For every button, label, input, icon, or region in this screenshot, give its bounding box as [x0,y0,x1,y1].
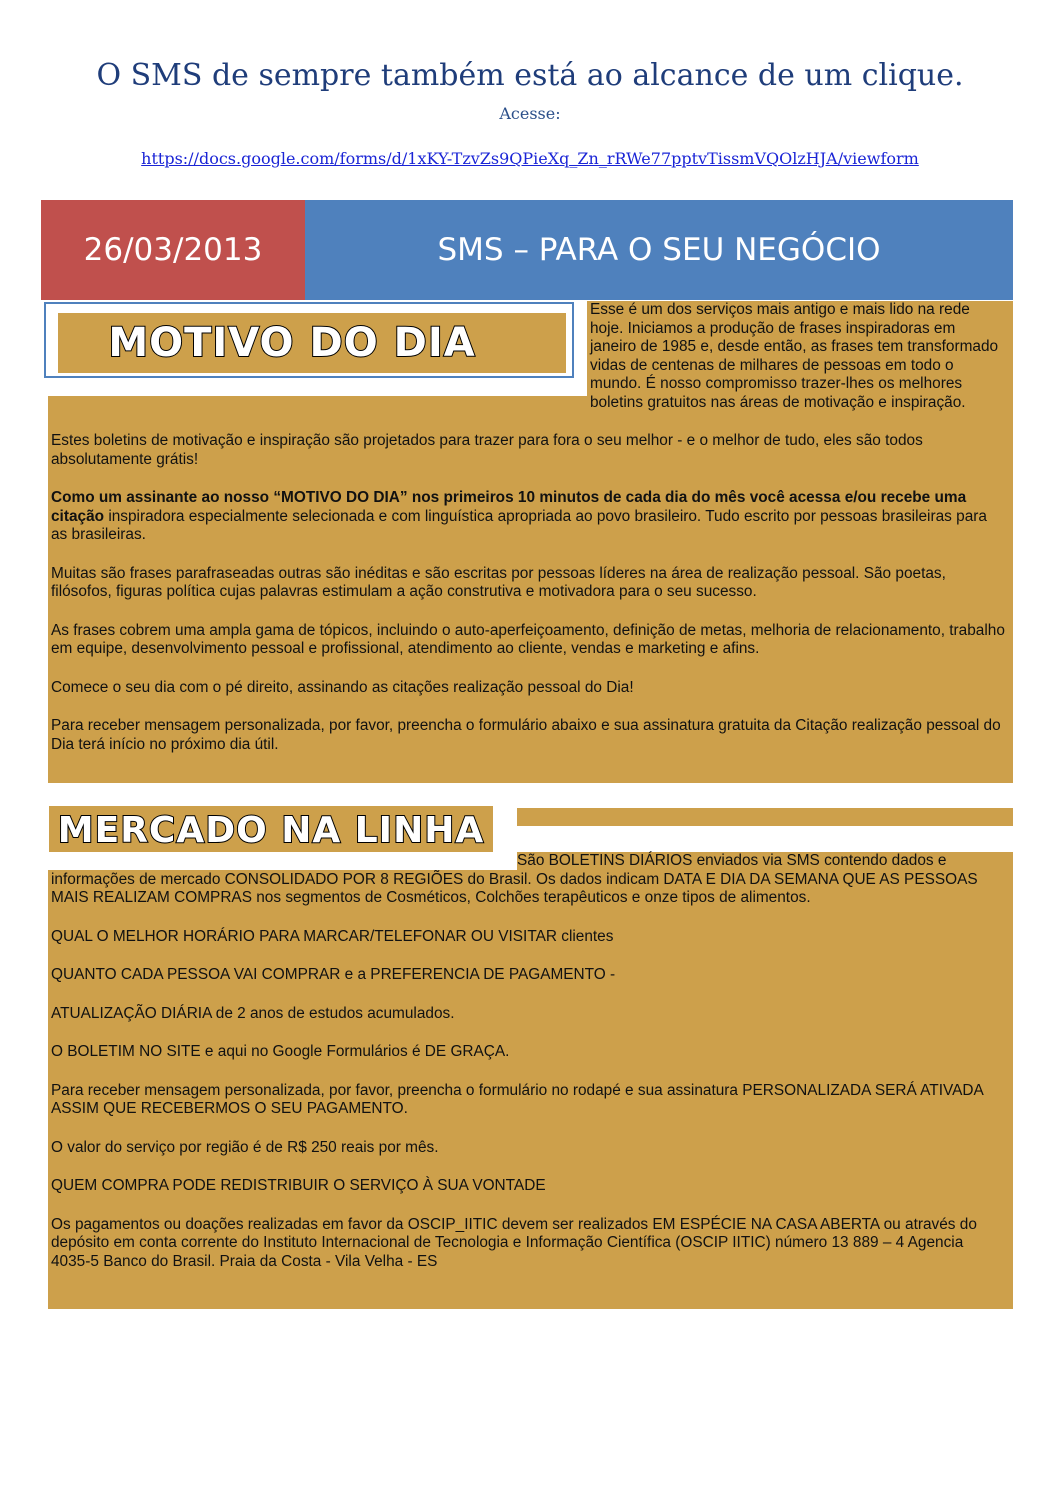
mercado-paragraph: São BOLETINS DIÁRIOS enviados via SMS contendo dados e informações de mercado CONSOLIDADO POR 8 REGIÕES do Brasil. Os dados indicam DATA E DIA DA SEMANA QUE AS PESSOAS MAIS REALIZAM COMPRAS nos segmentos de Cosméticos, Colchões terapêuticos e onze tipos de alimentos. [51,852,978,906]
motivo-paragraph: Muitas são frases parafraseadas outras são inéditas e são escritas por pessoas líderes na área de realização pessoal. São poetas, filósofos, figuras política cujas palavras estimulam a ação construtiva e motivadora para o seu sucesso. [51,564,946,600]
motivo-paragraph: Comece o seu dia com o pé direito, assinando as citações realização pessoal do Dia! [51,678,634,696]
motivo-paragraph: Esse é um dos serviços mais antigo e mais lido na rede hoje. Iniciamos a produção de frases inspiradoras em janeiro de 1985 e, desde então, as frases tem transformado vidas de centenas de milhares de pessoas em todo o mundo. É nosso compromisso trazer-lhes os melhores boletins gratuitos nas áreas de motivação e inspiração. [590,301,999,411]
mercado-paragraph: ATUALIZAÇÃO DIÁRIA de 2 anos de estudos acumulados. [51,1004,455,1022]
mercado-heading-banner [49,806,493,854]
mercado-header-strip [517,808,1013,826]
section-header [305,200,1013,300]
mercado-paragraph: Os pagamentos ou doações realizadas em favor da OSCIP_IITIC devem ser realizados EM ESPÉCIE NA CASA ABERTA ou através do depósito em conta corrente do Instituto Internacional de Tecnologia e Informação Científica (OSCIP IITIC) número 13 889 – 4 Agencia 4035-5 Banco do Brasil. Praia da Costa - Vila Velha - ES [51,1215,977,1270]
motivo-paragraph: Estes boletins de motivação e inspiração são projetados para trazer para fora o seu melhor - e o melhor de tudo, eles são todos absolutamente grátis! [51,432,923,468]
motivo-heading-block [44,301,587,396]
motivo-paragraph [51,489,1005,545]
mercado-paragraph: QUANTO CADA PESSOA VAI COMPRAR e a PREFERENCIA DE PAGAMENTO - [51,966,616,983]
motivo-paragraph: Para receber mensagem personalizada, por favor, preencha o formulário abaixo e sua assinatura gratuita da Citação realização pessoal do Dia terá início no próximo dia útil. [51,717,1001,753]
motivo-heading: MOTIVO DO DIA [108,319,476,366]
mercado-section [48,852,1013,1309]
section-header-title: SMS – PARA O SEU NEGÓCIO [437,232,881,268]
motivo-bold-lead: Como um assinante ao nosso “MOTIVO DO DIA” nos primeiros 10 minutos de cada dia do mês você acessa e/ou recebe uma citação [51,489,967,525]
mercado-paragraph: QUAL O MELHOR HORÁRIO PARA MARCAR/TELEFONAR OU VISITAR clientes [51,927,614,945]
motivo-heading-frame [44,302,574,378]
motivo-paragraph-rest: inspiradora especialmente selecionada e com linguística apropriada ao povo brasileiro. Tudo escrito por pessoas brasileiras para as brasileiras. [51,507,987,543]
date-box [41,200,305,300]
motivo-section [48,301,1013,783]
mercado-heading: MERCADO NA LINHA [57,809,485,851]
acesse-label: Acesse: [499,104,561,123]
page-title: O SMS de sempre também está ao alcance de um clique. [96,58,964,93]
date-text: 26/03/2013 [83,232,263,268]
motivo-paragraph: As frases cobrem uma ampla gama de tópicos, incluindo o auto-aperfeiçoamento, definição de metas, melhoria de relacionamento, trabalho em equipe, desenvolvimento pessoal e profissional, atendimento ao cliente, vendas e marketing e afins. [51,621,1005,657]
mercado-paragraph: Para receber mensagem personalizada, por favor, preencha o formulário no rodapé e sua assinatura PERSONALIZADA SERÁ ATIVADA ASSIM QUE RECEBERMOS O SEU PAGAMENTO. [51,1081,983,1117]
motivo-heading-banner [58,313,566,373]
mercado-float-gap [48,852,517,870]
mercado-paragraph: O BOLETIM NO SITE e aqui no Google Formulários é DE GRAÇA. [51,1043,510,1060]
form-link[interactable]: https://docs.google.com/forms/d/1xKY-TzvZs9QPieXq_Zn_rRWe77pptvTissmVQOlzHJA/viewform [141,149,919,168]
mercado-paragraph: O valor do serviço por região é de R$ 250 reais por mês. [51,1138,439,1156]
mercado-paragraph: QUEM COMPRA PODE REDISTRIBUIR O SERVIÇO À SUA VONTADE [51,1177,546,1194]
